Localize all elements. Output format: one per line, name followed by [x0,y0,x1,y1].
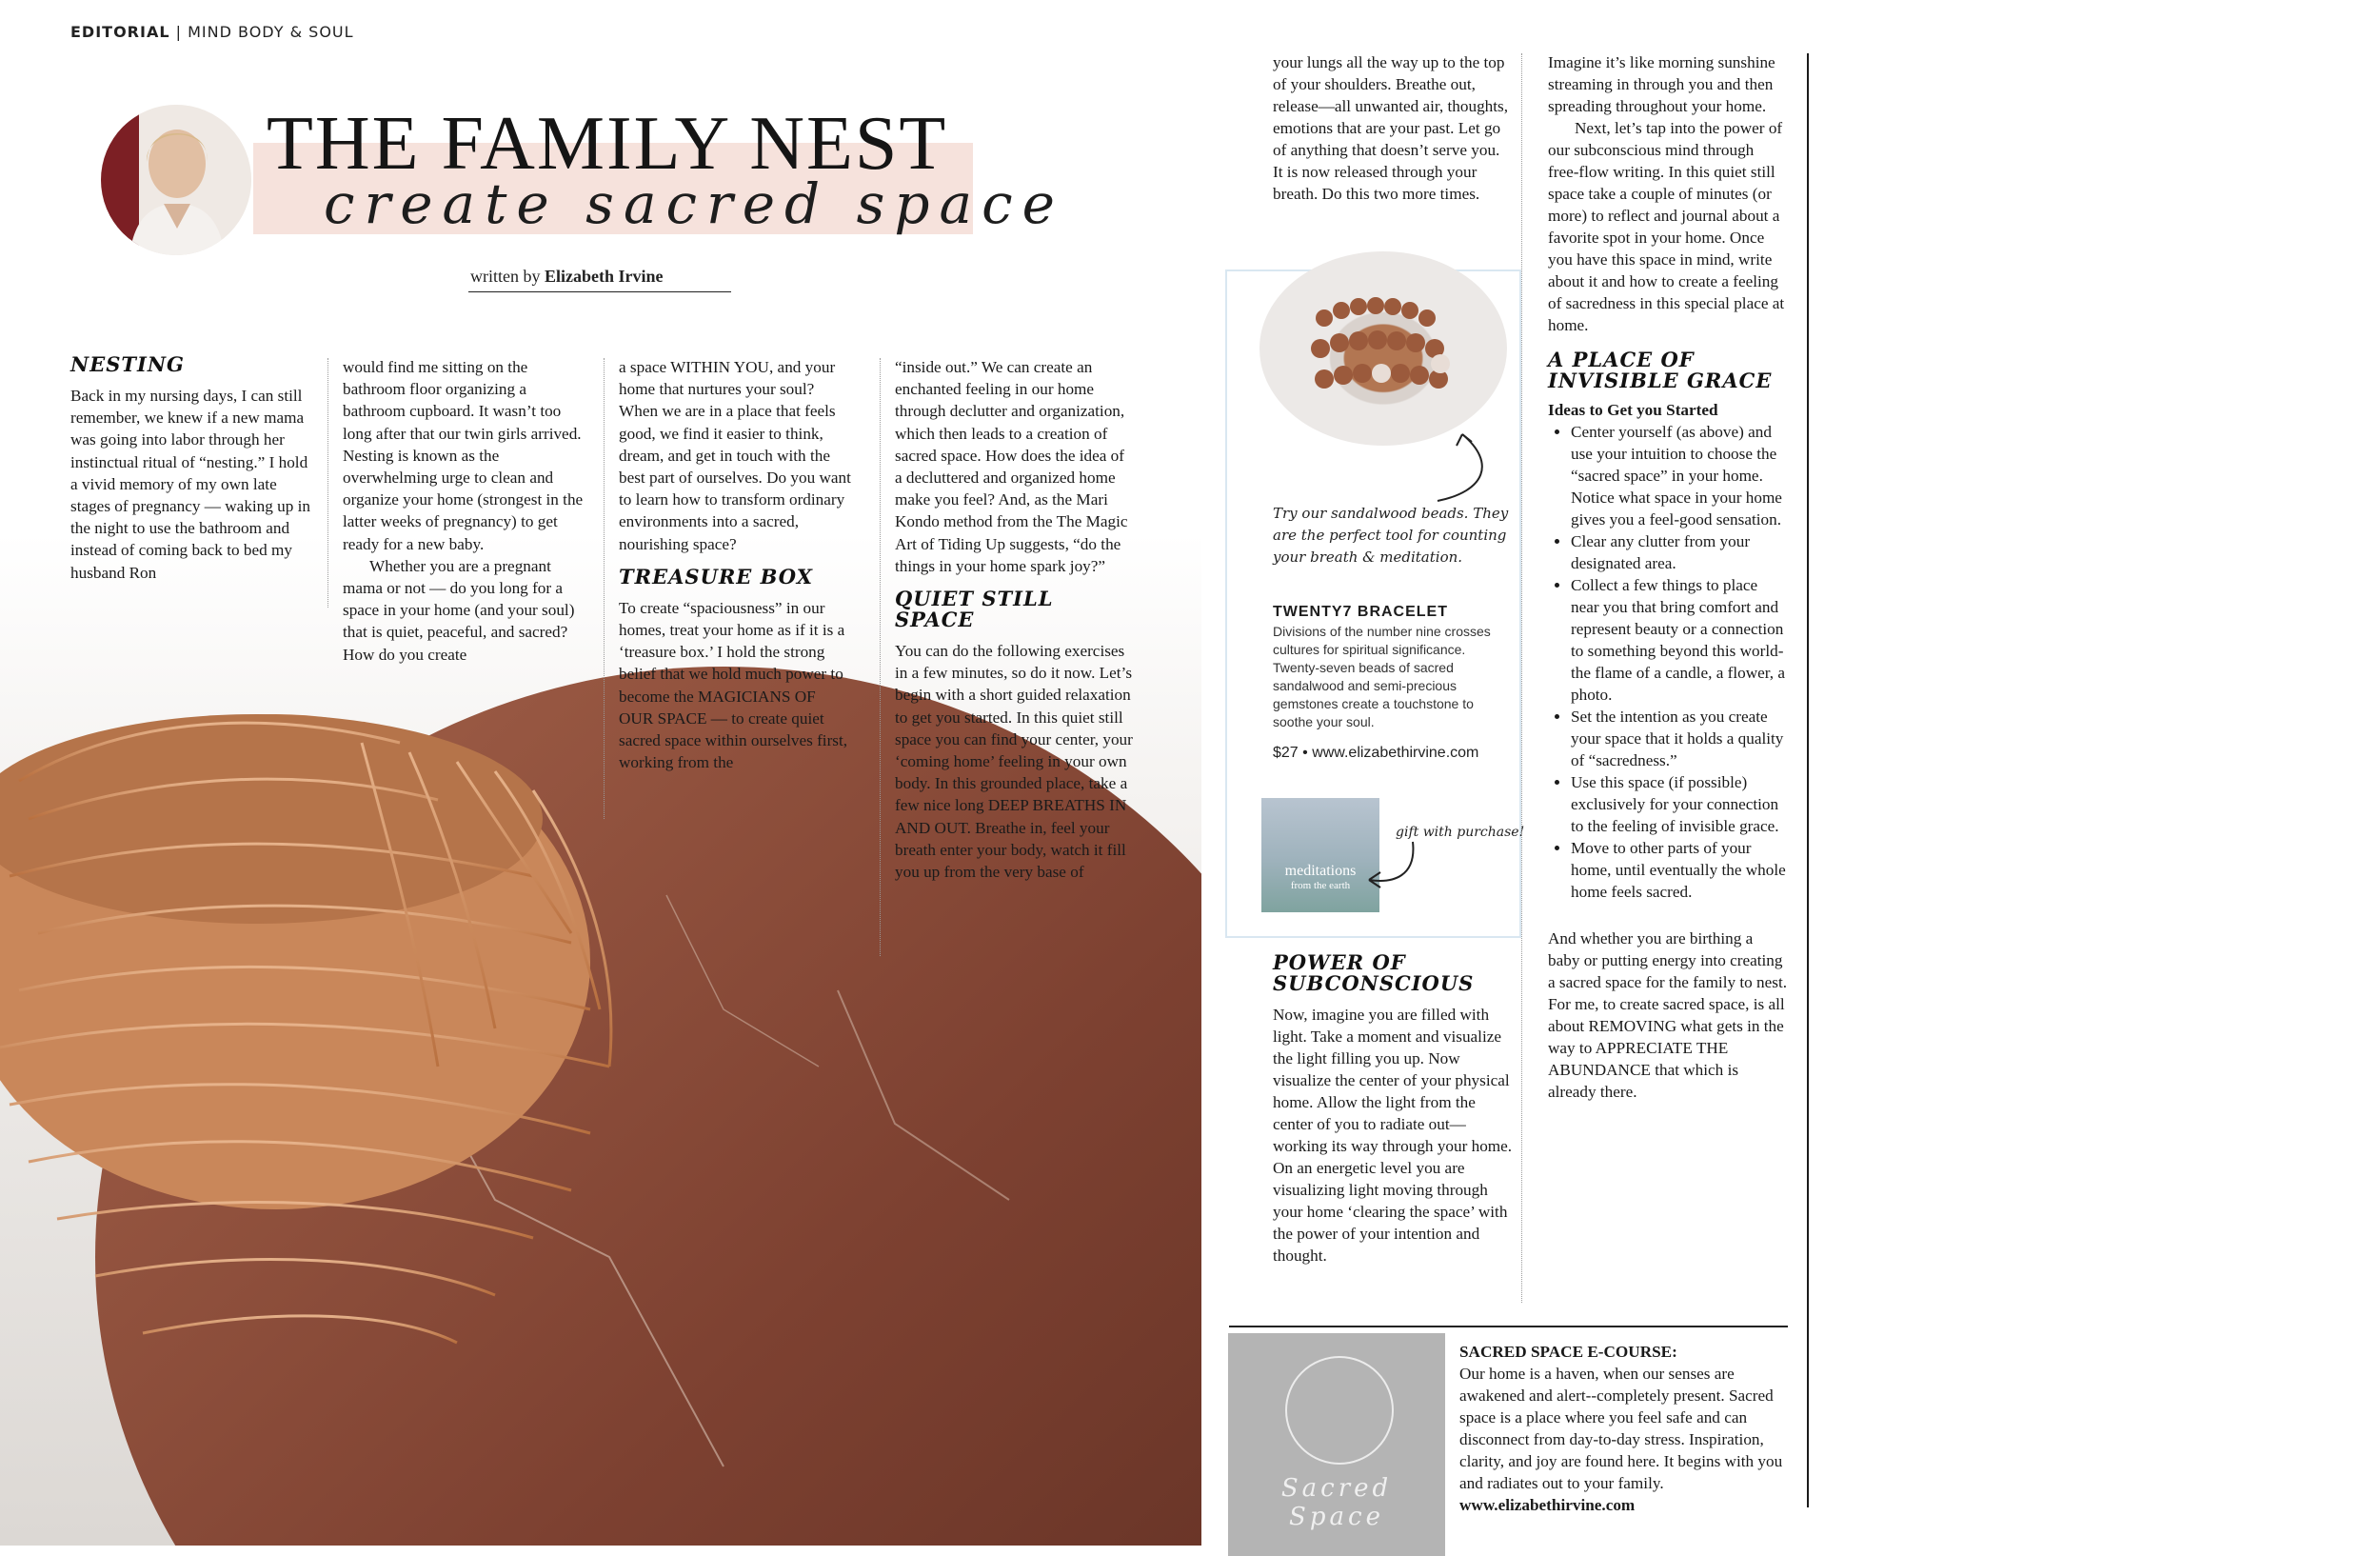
byline-author: Elizabeth Irvine [545,267,664,286]
col1-paragraph: Back in my nursing days, I can still remember, we knew if a new mama was going into labor through her instinctual ritual of “nesting.” I hold a vivid memory of my own late stages of pregnancy — waking up in the night to use the bathroom and instead of coming back to bed my husband Ron [70,387,311,582]
column-3 [619,356,851,773]
column-5-bottom [1273,952,1513,1267]
col3-paragraph-1: a space WITHIN YOU, and your home that nurtures your soul? When we are in a place that feels good, we find it easier to think, dream, and get in touch with the best part of ourselves. Do you want to learn how to transform ordinary environments into a sacred, nourishing space? [619,358,851,553]
column-divider [604,358,605,819]
ecourse-heading: SACRED SPACE E-COURSE: [1459,1343,1677,1361]
list-item: • Clear any clutter from your designated area. [1571,530,1788,574]
gift-note: gift with purchase! [1396,825,1525,840]
heading-treasure-box: TREASURE BOX [619,564,813,588]
col6-paragraph-1: Imagine it’s like morning sunshine streaming in through you and then spreading throughout your home. [1548,53,1775,115]
col3-paragraph-2: To create “spaciousness” in our homes, treat your home as if it is a ‘treasure box.’ I hold the strong belief that we hold much power to become the MAGICIANS OF OUR SPACE — to create quiet sacred space within ourselves first, working from the [619,598,848,772]
col6-paragraph-3: And whether you are birthing a baby or putting energy into creating a sacred space for the family to nest. For me, to create sacred space, is all about REMOVING what gets in the way to APPRECIATE THE ABUNDANCE that which is already there. [1548,929,1788,1101]
col5-paragraph-2: Now, imagine you are filled with light. Take a moment and visualize the light filling you up. Now visualize the center of your physical home. Allow the light from the center of you to radiate out— working its way through your home. On an energetic level you are visualizing light moving through your home ‘clearing the space’ with the power of your intention and thought. [1273,1006,1513,1265]
heading-place-of-invisible-grace: A PLACE OF INVISIBLE GRACE [1548,348,1773,392]
author-portrait [101,105,251,255]
heading-power-of-subconscious: POWER OF SUBCONSCIOUS [1273,950,1475,995]
column-divider [327,358,328,608]
list-item: • Center yourself (as above) and use your intuition to choose the “sacred space” in your home. Notice what space in your home gives you a feel-good sensation. [1571,421,1788,530]
byline [470,267,664,287]
curved-arrow-icon [1428,425,1504,510]
article-subtitle: create sacred space [324,171,1064,236]
product-title: TWENTY7 BRACELET [1273,604,1448,620]
curved-arrow-icon [1356,838,1422,891]
heading-nesting: NESTING [70,352,185,376]
flower-icon [1285,1356,1394,1465]
column-1 [70,354,314,584]
bracelet-beads [1259,251,1507,446]
col2-paragraph-1: would find me sitting on the bathroom floor organizing a bathroom cupboard. It wasn’t too long after that our twin girls arrived. Nesting is known as the overwhelming urge to clean and organize your home (strongest in the latter weeks of pregnancy) to get ready for a new baby. [343,358,584,553]
cd-title-main: meditations [1284,863,1357,879]
bracelet-note: Try our sandalwood beads. They are the perfect tool for counting your breath & meditation. [1273,505,1509,566]
list-item: • Use this space (if possible) exclusively for your connection to the feeling of invisible grace. [1571,771,1788,837]
ecourse-body: Our home is a haven, when our senses are awakened and alert--completely present. Sacred space is a place where you feel safe and can disconnect from day-to-day stress. Inspiration, clarity, and joy are found here. It begins with you and radiates out to your family. [1459,1365,1783,1492]
column-divider [1521,53,1522,1303]
col5-paragraph-1: your lungs all the way up to the top of your shoulders. Breathe out, release—all unwanted air, thoughts, emotions that are your past. Let go of anything that doesn’t serve you. It is now released through your breath. Do this two more times. [1273,53,1509,203]
ideas-list [1548,421,1788,903]
ecourse-promo [1459,1341,1783,1516]
product-price: $27 • www.elizabethirvine.com [1273,745,1479,761]
column-4 [895,356,1135,883]
byline-rule [468,291,731,292]
list-item: • Collect a few things to place near you that bring comfort and represent beauty or a connection to something beyond this world- the flame of a candle, a flower, a photo. [1571,574,1788,706]
column-2 [343,356,586,666]
column-6 [1548,51,1788,1103]
column-divider [880,358,881,956]
cd-title-sub: from the earth [1290,880,1351,891]
column-5-top [1273,51,1513,205]
ecourse-rule [1229,1326,1788,1327]
col4-paragraph-2: You can do the following exercises in a few minutes, so do it now. Let’s begin with a short guided relaxation to get you started. In this quiet still space you can find your center, your ‘coming home’ feeling in your own body. In this grounded place, take a few nice long DEEP BREATHS IN AND OUT. Breathe in, feel your breath enter your body, watch it fill you up from the very base of [895,642,1133,882]
ecourse-image-label: Sacred Space [1280,1474,1393,1531]
product-description: Divisions of the number nine crosses cultures for spiritual significance. Twenty-seven beads of sacred sandalwood and semi-precious gemstones create a touchstone to soothe your soul. [1273,624,1491,729]
ecourse-link[interactable]: www.elizabethirvine.com [1459,1496,1636,1514]
col4-paragraph-1: “inside out.” We can create an enchanted feeling in our home through declutter and organization, which then leads to a creation of sacred space. How does the idea of a decluttered and organized home make you feel? And, as the Mari Kondo method from the The Magic Art of Tiding Up suggests, “do the things in your home spark joy?” [895,358,1128,575]
article-title: THE FAMILY NEST [267,102,948,186]
page-edge-rule [1807,53,1809,1507]
section-separator: | [175,23,183,41]
author-avatar [101,105,251,255]
ecourse-image [1228,1333,1445,1556]
list-item: • Set the intention as you create your space that it holds a quality of “sacredness.” [1571,706,1788,771]
heading-quiet-still-space: QUIET STILL SPACE [895,587,1054,632]
section-label: EDITORIAL [70,23,170,41]
bracelet-photo [1259,251,1507,446]
byline-prefix: written by [470,267,541,286]
ideas-subheading: Ideas to Get you Started [1548,401,1718,419]
category-label: MIND BODY & SOUL [188,23,354,41]
col6-paragraph-2: Next, let’s tap into the power of our subconscious mind through free-flow writing. In this quiet still space take a couple of minutes (or more) to reflect and journal about a favorite spot in your home. Once you have this space in mind, write about it and how to create a feeling of sacredness in this special place at home. [1548,119,1785,334]
list-item: • Move to other parts of your home, until eventually the whole home feels sacred. [1571,837,1788,903]
page-section-header [70,23,354,41]
col2-paragraph-2: Whether you are a pregnant mama or not — do you long for a space in your home (and your soul) that is quiet, peaceful, and sacred? How do you create [343,556,575,664]
